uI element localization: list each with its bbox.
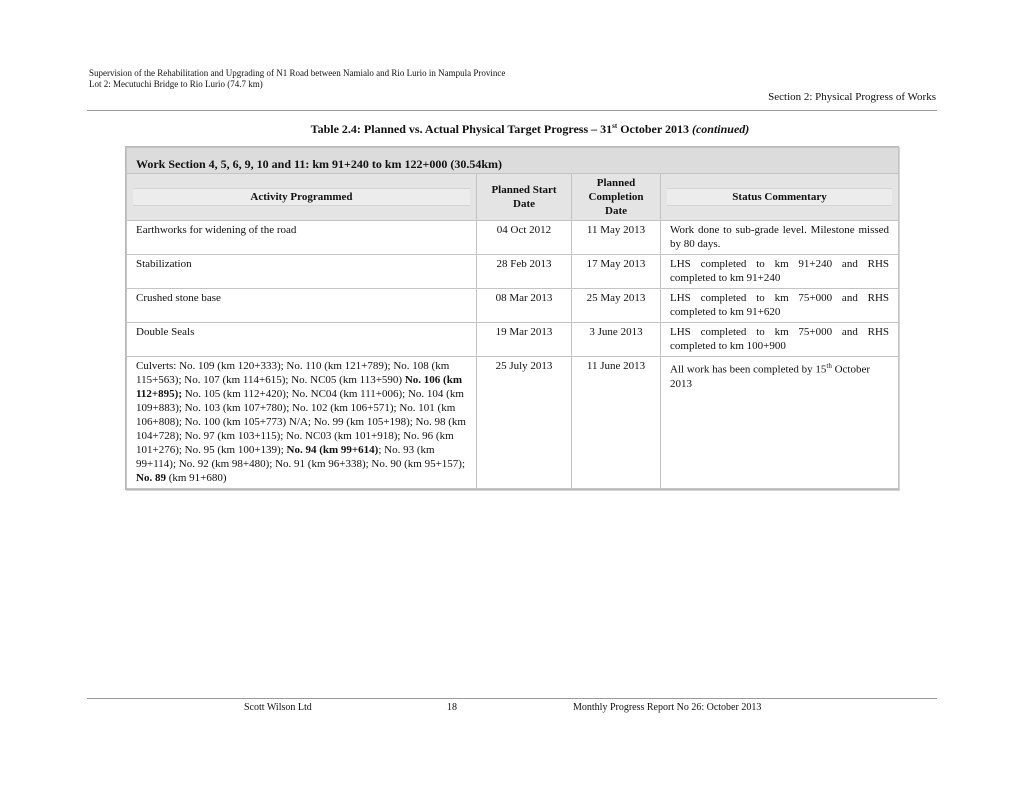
column-header: Activity Programmed [127, 174, 477, 221]
start-date-cell: 04 Oct 2012 [477, 221, 572, 255]
completion-date-cell: 17 May 2013 [572, 255, 661, 289]
completion-date-cell: 11 May 2013 [572, 221, 661, 255]
table-row [127, 221, 899, 255]
caption-superscript: st [612, 122, 618, 130]
column-header-row [127, 174, 899, 221]
header-project-title: Supervision of the Rehabilitation and Upgrading of N1 Road between Namialo and Rio Lurio in Nampula Province [89, 68, 506, 78]
start-date-cell: 08 Mar 2013 [477, 289, 572, 323]
status-cell: Work done to sub-grade level. Milestone missed by 80 days. [661, 221, 899, 255]
start-date-cell: 19 Mar 2013 [477, 323, 572, 357]
section-title-row [127, 148, 899, 174]
status-cell: All work has been completed by 15th October 2013 [661, 357, 899, 489]
completion-date-cell: 11 June 2013 [572, 357, 661, 489]
column-header: Planned Completion Date [572, 174, 661, 221]
table-row [127, 289, 899, 323]
activity-cell: Crushed stone base [127, 289, 477, 323]
section-title: Work Section 4, 5, 6, 9, 10 and 11: km 91+240 to km 122+000 (30.54km) [127, 148, 899, 174]
footer-divider [87, 698, 937, 699]
activity-cell: Earthworks for widening of the road [127, 221, 477, 255]
start-date-cell: 28 Feb 2013 [477, 255, 572, 289]
activity-cell: Culverts: No. 109 (km 120+333); No. 110 (km 121+789); No. 108 (km 115+563); No. 107 (km 114+615); No. NC05 (km 113+590) No. 106 (km 112+895); No. 105 (km 112+420); No. NC04 (km 111+006); No. 104 (km 109+883); No. 103 (km 107+780); No. 102 (km 106+571); No. 101 (km 106+808); No. 100 (km 105+773) N/A; No. 99 (km 105+198); No. 98 (km 104+728); No. 97 (km 103+115); No. NC03 (km 101+918); No. 96 (km 101+276); No. 95 (km 100+139); No. 94 (km 99+614); No. 93 (km 99+114); No. 92 (km 98+480); No. 91 (km 96+338); No. 90 (km 95+157); No. 89 (km 91+680) [127, 357, 477, 489]
table-row-culverts [127, 357, 899, 489]
header-divider [87, 110, 937, 111]
activity-cell: Double Seals [127, 323, 477, 357]
caption-text-date: October 2013 [617, 122, 692, 136]
status-cell: LHS completed to km 75+000 and RHS completed to km 100+900 [661, 323, 899, 357]
footer-company: Scott Wilson Ltd [244, 702, 312, 713]
column-header: Status Commentary [661, 174, 899, 221]
table-caption [0, 122, 1024, 137]
status-cell: LHS completed to km 91+240 and RHS completed to km 91+240 [661, 255, 899, 289]
progress-table [125, 146, 899, 490]
running-header [89, 68, 505, 90]
caption-continued: (continued) [691, 122, 750, 136]
start-date-cell: 25 July 2013 [477, 357, 572, 489]
table-row [127, 255, 899, 289]
table-row [127, 323, 899, 357]
completion-date-cell: 3 June 2013 [572, 323, 661, 357]
completion-date-cell: 25 May 2013 [572, 289, 661, 323]
caption-text: Table 2.4: Planned vs. Actual Physical Target Progress – 31 [310, 122, 613, 136]
status-cell: LHS completed to km 75+000 and RHS completed to km 91+620 [661, 289, 899, 323]
column-header: Planned Start Date [477, 174, 572, 221]
footer-page-number: 18 [447, 702, 457, 713]
footer-report-title: Monthly Progress Report No 26: October 2013 [573, 702, 762, 713]
header-section: Section 2: Physical Progress of Works [768, 91, 936, 103]
activity-cell: Stabilization [127, 255, 477, 289]
header-lot: Lot 2: Mecutuchi Bridge to Rio Lurio (74.7 km) [89, 79, 263, 89]
